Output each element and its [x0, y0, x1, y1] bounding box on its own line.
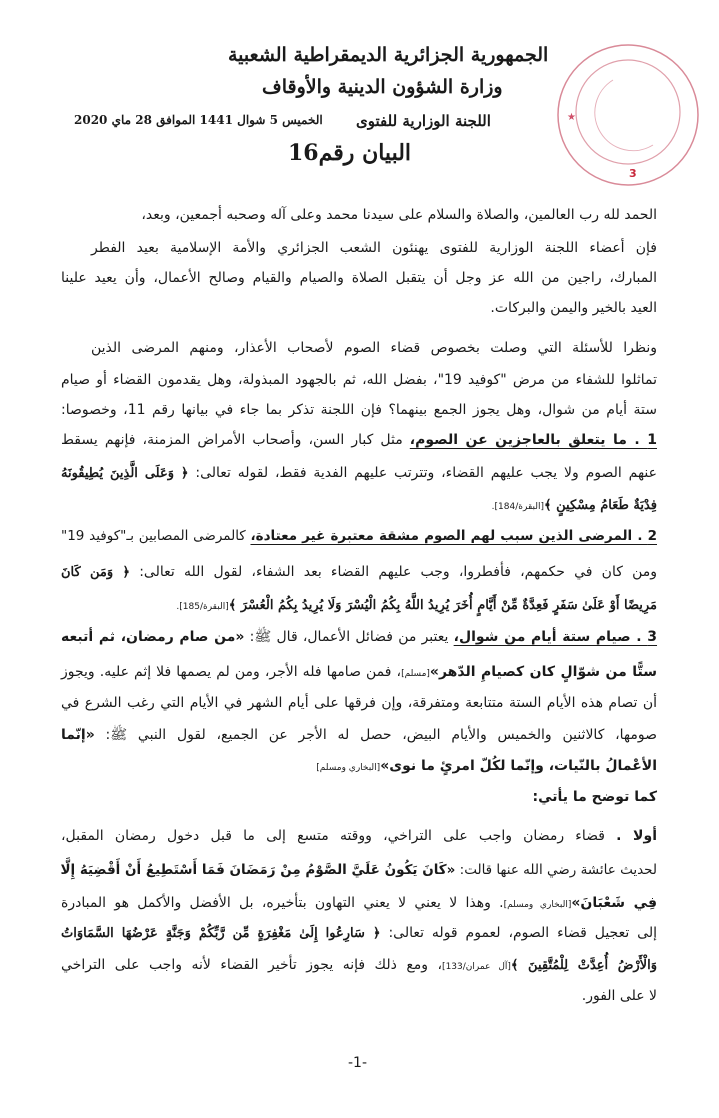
svg-text:★: ★	[567, 112, 576, 123]
text-line	[61, 826, 657, 846]
text-line	[61, 693, 657, 713]
text-run: كالمرضى المصابين بـ"كوفيد 19"	[61, 528, 251, 544]
republic-name: الجمهورية الجزائرية الديمقراطية الشعبية	[228, 44, 549, 66]
text-run: صومها، كالاثنين والخميس والأيام البيض، حصل له الأجر عن الجميع، لقول النبي ﷺ:	[94, 727, 657, 743]
text-line	[61, 370, 657, 390]
text-line	[61, 562, 657, 583]
text-run: تماثلوا للشفاء من مرض "كوفيد 19"، بفضل الله، ثم بالجهود المبذولة، وهل يقدمون القضاء أو صيام	[61, 372, 657, 388]
citation: [البخاري ومسلم]	[503, 900, 572, 910]
text-run: العيد بالخير واليمن والبركات.	[490, 300, 657, 316]
text-line	[91, 787, 657, 807]
text-run: ، ومع ذلك فإنه يجوز تأخير القضاء لأنه واجب على التراخي	[61, 957, 443, 973]
text-run: ستًّا من شوّالٍ كان كصيامِ الدّهر»	[429, 664, 657, 680]
text-run: مثل كبار السن، وأصحاب الأمراض المزمنة، فإنهم يسقط	[61, 432, 410, 448]
text-run: 2 . المرضى الذين سبب لهم الصوم مشقة معتبرة غير معتادة،	[250, 528, 657, 544]
text-run: ونظرا للأسئلة التي وصلت بخصوص قضاء الصوم لأصحاب الأعذار، ومنهم المرضى الذين	[91, 340, 657, 356]
text-run: كما توضح ما يأتي:	[532, 789, 657, 805]
text-run: فِي شَعْبَانَ»	[571, 895, 658, 911]
text-run: أن تصام هذه الأيام الستة متتابعة ومتفرقة، وإن فرقها على أيام الشهر في الأيام التي رغب الشرع في	[61, 695, 657, 711]
text-line	[61, 860, 657, 880]
text-run: فإن أعضاء اللجنة الوزارية للفتوى يهنئون الشعب الجزائري والأمة الإسلامية بعيد الفطر	[91, 240, 657, 256]
text-run: عنهم الصوم ولا يجب عليهم القضاء، وتترتب عليهم الفدية فقط، لقوله تعالى:	[188, 465, 657, 481]
text-line	[61, 463, 657, 484]
text-line	[61, 430, 657, 450]
text-run: 1 . ما يتعلق بالعاجزين عن الصوم،	[409, 432, 658, 448]
text-run: الأعْمالُ بالنّيات، وإنّما لكُلّ امرئٍ ما نوى»	[380, 758, 657, 774]
text-run: «كَانَ يَكُونُ عَلَيَّ الصَّوْمُ مِنْ رَمَضَانَ فَمَا أَسْتَطِيعُ أَنْ أَقْضِيَهُ إِلَّا	[60, 862, 456, 878]
text-run: لحديث عائشة رضي الله عنها قالت:	[455, 862, 657, 878]
text-line	[61, 725, 657, 745]
quran-verse: ﴿ سَارِعُوا إِلَىٰ مَغْفِرَةٍ مِّن رَّبِّكُمْ وَجَنَّةٍ عَرْضُهَا السَّمَاوَاتُ	[61, 926, 381, 941]
text-run: الحمد لله رب العالمين، والصلاة والسلام على سيدنا محمد وعلى آله وصحبه أجمعين، وبعد،	[141, 207, 657, 223]
text-run: إلى تعجيل قضاء الصوم، لعموم قوله تعالى:	[380, 925, 657, 941]
quran-verse: ﴿ وَمَن كَانَ	[61, 565, 131, 580]
citation: [البقرة/185].	[176, 602, 229, 612]
text-line	[91, 205, 657, 225]
text-run: «من صام رمضان، ثم أتبعه	[61, 629, 245, 645]
stamp-number: 3	[629, 167, 637, 180]
text-run: . وهذا لا يعني لا يعني التهاون بتأخيره، بل الأفضل والأكمل هو المبادرة	[61, 895, 504, 911]
text-run: ومن كان في حكمهم، فأفطروا، وجب عليهم القضاء بعد الشفاء، لقول الله تعالى:	[130, 564, 657, 580]
quran-verse: ﴿ وَعَلَى الَّذِينَ يُطِيقُونَهُ	[61, 466, 189, 481]
page-number: -1-	[348, 1055, 368, 1071]
text-line	[61, 495, 657, 517]
text-line	[61, 986, 657, 1006]
text-line	[91, 238, 657, 258]
text-line	[61, 923, 657, 944]
text-line	[61, 595, 657, 617]
text-line	[61, 268, 657, 288]
text-line	[61, 662, 657, 684]
quran-verse: فِدْيَةٌ طَعَامُ مِسْكِينٍ ﴾	[543, 498, 657, 513]
text-run: أولا .	[616, 828, 657, 844]
text-run: المبارك، راجين من الله عز وجل أن يتقبل الصلاة والصيام والقيام وصالح الأعمال، وأن يعيد علينا	[61, 270, 657, 286]
statement-title: البيان رقم16	[288, 140, 412, 166]
citation: [آل عمران/133]	[442, 962, 511, 972]
text-line	[61, 400, 657, 420]
text-line	[61, 627, 657, 647]
quran-verse: وَالْأَرْضُ أُعِدَّتْ لِلْمُتَّقِينَ ﴾	[510, 958, 657, 973]
ministry-name: وزارة الشؤون الدينية والأوقاف	[262, 76, 503, 98]
text-run: ستة أيام من شوال، وهل يجوز الجمع بينهما؟ فإن اللجنة تذكر بما جاء في بيانها رقم 11، وخصوصا:	[61, 402, 657, 418]
citation: [البقرة/184].	[491, 502, 544, 512]
citation: [البخاري ومسلم]	[316, 763, 381, 773]
text-line	[61, 298, 657, 318]
text-line	[91, 338, 657, 358]
text-line	[61, 526, 657, 546]
official-stamp	[553, 40, 703, 190]
text-run: يعتبر من فضائل الأعمال، قال ﷺ:	[244, 629, 454, 645]
text-run: ، فمن صامها فله الأجر، ومن لم يصمها فلا إثم عليه. ويجوز	[61, 664, 402, 680]
text-run: 3 . صيام ستة أيام من شوال،	[453, 629, 658, 645]
text-run: لا على الفور.	[581, 988, 657, 1004]
text-line	[61, 756, 657, 778]
citation: [مسلم]	[401, 669, 430, 679]
committee-name: اللجنة الوزارية للفتوى	[356, 112, 491, 130]
quran-verse: مَرِيضًا أَوْ عَلَىٰ سَفَرٍ فَعِدَّةٌ مِّنْ أَيَّامٍ أُخَرَ يُرِيدُ اللَّهُ بِكُمُ الْيُسْرَ وَلَا يُرِيدُ بِكُمُ الْعُسْرَ ﴾	[228, 598, 657, 613]
text-line	[61, 955, 657, 977]
text-line	[61, 893, 657, 915]
document-date: الخميس 5 شوال 1441 الموافق 28 ماي 2020	[74, 113, 323, 127]
text-run: «إنّما	[61, 727, 95, 743]
text-run: قضاء رمضان واجب على التراخي، ووقته متسع إلى ما قبل دخول رمضان المقبل،	[61, 828, 617, 844]
